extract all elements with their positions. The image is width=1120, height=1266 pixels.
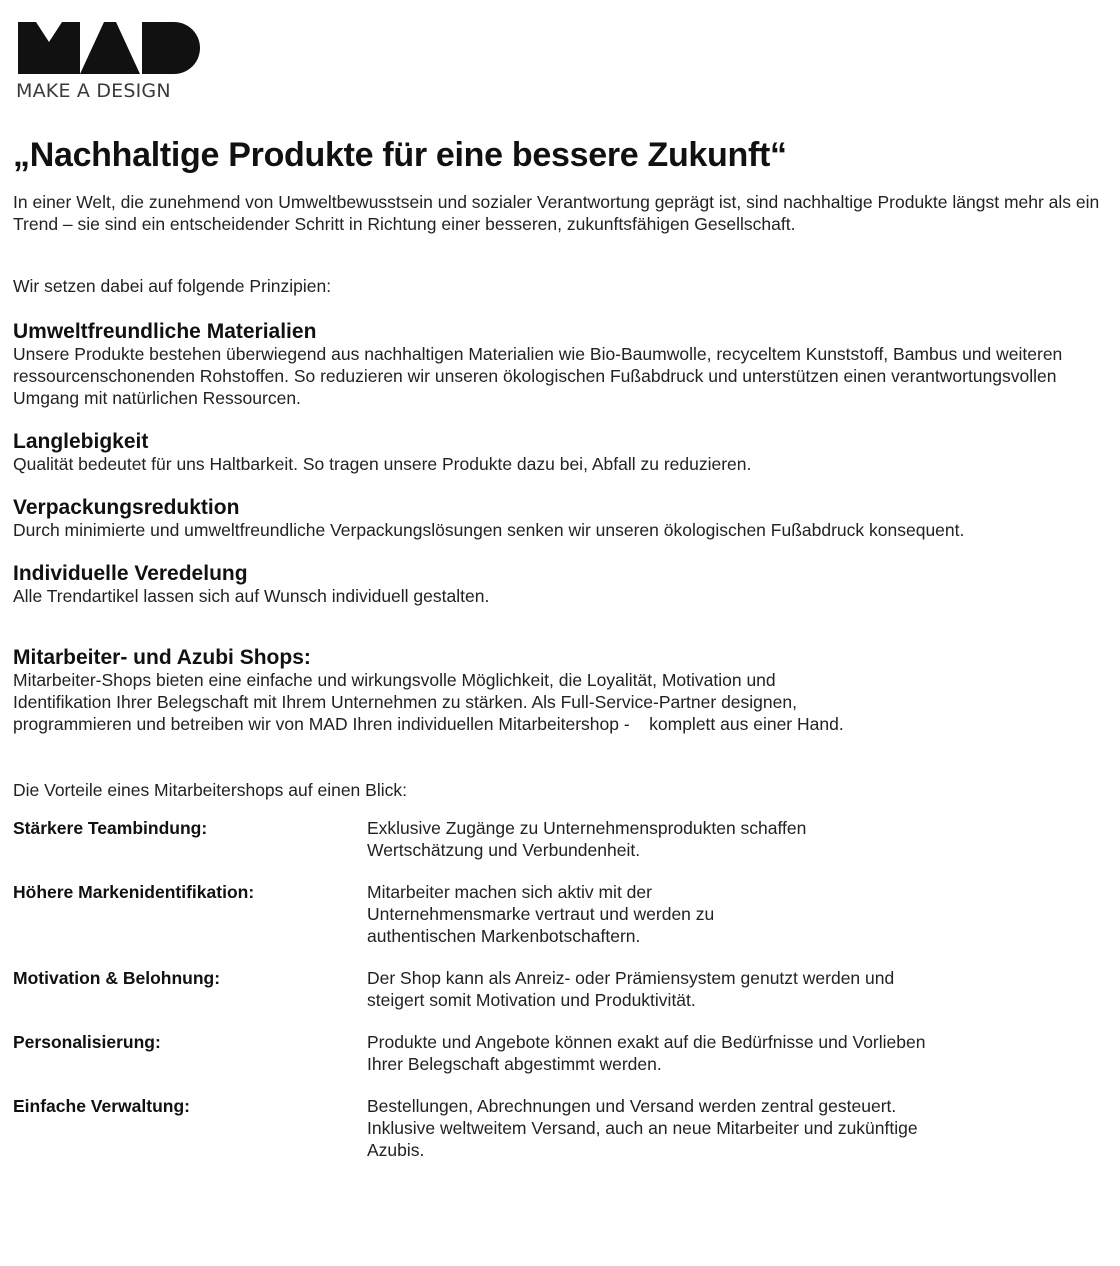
benefit-row — [13, 1031, 1108, 1075]
logo-letter-a — [80, 22, 140, 74]
benefit-label: Personalisierung: — [13, 1032, 161, 1052]
benefit-text: Bestellungen, Abrechnungen und Versand werden zentral gesteuert. Inklusive weltweitem Versand, auch an neue Mitarbeiter und zukünftige Azubis. — [367, 1096, 918, 1160]
benefit-label: Einfache Verwaltung: — [13, 1096, 190, 1116]
mad-logo-mark — [16, 22, 202, 74]
principle-finishing — [13, 563, 1108, 607]
benefit-label: Stärkere Teambindung: — [13, 818, 208, 838]
company-logo — [16, 22, 206, 102]
benefit-text: Exklusive Zugänge zu Unternehmensprodukten schaffen Wertschätzung und Verbundenheit. — [367, 818, 807, 860]
logo-letter-m — [18, 22, 80, 74]
principle-text: Unsere Produkte bestehen überwiegend aus nachhaltigen Materialien wie Bio-Baumwolle, recyceltem Kunststoff, Bambus und weiteren ressourcenschonenden Rohstoffen. So reduzieren wir unseren ökologischen Fußabdruck und unterstützen einen verantwortungsvollen Umgang mit natürlichen Ressourcen. — [13, 344, 1063, 408]
principle-heading: Umweltfreundliche Materialien — [13, 320, 317, 343]
benefits-lead: Die Vorteile eines Mitarbeitershops auf einen Blick: — [13, 780, 407, 800]
shops-heading: Mitarbeiter- und Azubi Shops: — [13, 646, 311, 669]
principle-heading: Langlebigkeit — [13, 430, 149, 453]
shops-text-line: programmieren und betreiben wir von MAD Ihren individuellen Mitarbeitershop - komplett aus einer Hand. — [13, 714, 844, 734]
principle-text: Alle Trendartikel lassen sich auf Wunsch individuell gestalten. — [13, 586, 490, 606]
principle-longevity — [13, 431, 1108, 475]
principle-packaging — [13, 497, 1108, 541]
intro-paragraph: In einer Welt, die zunehmend von Umweltbewusstsein und sozialer Verantwortung geprägt ist, sind nachhaltige Produkte längst mehr als ein Trend – sie sind ein entscheidender Schritt in Richtung einer besseren, zukunftsfähigen Gesellschaft. — [13, 192, 1100, 234]
benefit-label: Höhere Markenidentifikation: — [13, 882, 255, 902]
benefit-text: Produkte und Angebote können exakt auf die Bedürfnisse und Vorlieben Ihrer Belegschaft abgestimmt werden. — [367, 1032, 926, 1074]
logo-tagline: MAKE A DESIGN — [16, 80, 171, 102]
shops-section — [13, 647, 1108, 735]
benefits-list — [13, 817, 1108, 1161]
principles-lead: Wir setzen dabei auf folgende Prinzipien: — [13, 276, 332, 296]
benefit-label: Motivation & Belohnung: — [13, 968, 221, 988]
principle-heading: Verpackungsreduktion — [13, 496, 240, 519]
benefit-row — [13, 1095, 1108, 1161]
benefit-text: Mitarbeiter machen sich aktiv mit der Unternehmensmarke vertraut und werden zu authentischen Markenbotschaftern. — [367, 882, 715, 946]
benefit-text: Der Shop kann als Anreiz- oder Prämiensystem genutzt werden und steigert somit Motivation und Produktivität. — [367, 968, 895, 1010]
page-title: „Nachhaltige Produkte für eine bessere Zukunft“ — [13, 136, 787, 174]
benefit-row — [13, 967, 1108, 1011]
benefit-row — [13, 817, 1108, 861]
principle-heading: Individuelle Veredelung — [13, 562, 248, 585]
principle-text: Qualität bedeutet für uns Haltbarkeit. So tragen unsere Produkte dazu bei, Abfall zu reduzieren. — [13, 454, 752, 474]
document-body — [13, 133, 1108, 1181]
principle-materials — [13, 321, 1108, 409]
logo-letter-d — [142, 22, 200, 74]
principle-text: Durch minimierte und umweltfreundliche Verpackungslösungen senken wir unseren ökologischen Fußabdruck konsequent. — [13, 520, 965, 540]
benefit-row — [13, 881, 1108, 947]
shops-text-line: Mitarbeiter-Shops bieten eine einfache und wirkungsvolle Möglichkeit, die Loyalität, Motivation und — [13, 670, 776, 690]
shops-text-line: Identifikation Ihrer Belegschaft mit Ihrem Unternehmen zu stärken. Als Full-Service-Partner designen, — [13, 692, 797, 712]
